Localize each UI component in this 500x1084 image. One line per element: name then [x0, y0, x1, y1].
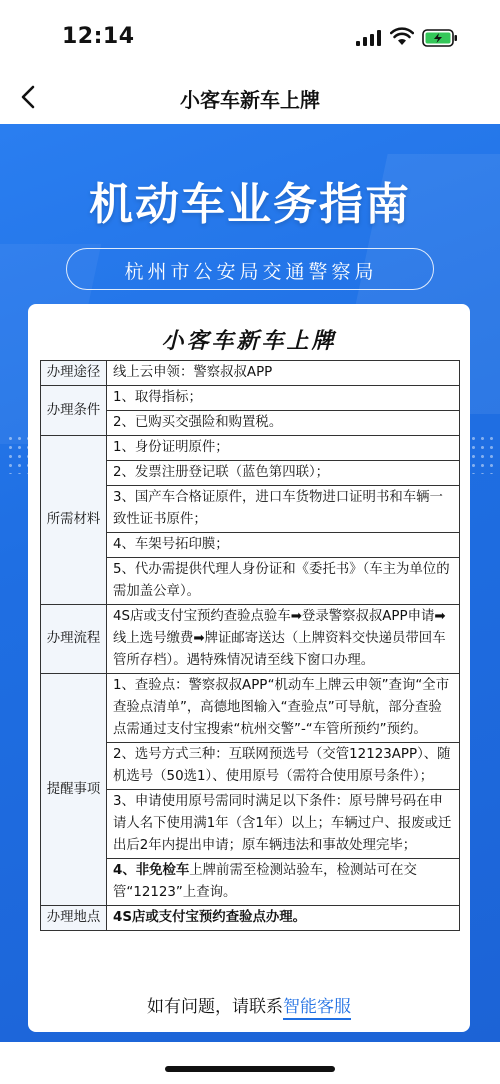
table-cell: 3、申请使用原号需同时满足以下条件：原号牌号码在申请人名下使用满1年（含1年）以上；车辆过户、报废或迁出后2年内提出申请；原车辆违法和事故处理完毕； [107, 790, 460, 859]
tip-emphasis: 4、非免检车 [113, 863, 190, 878]
table-row [41, 605, 460, 674]
banner-subtitle-box [66, 248, 434, 290]
tip-text: 上牌前需至检测站验车，检测站可在交管“12123”上查询。 [113, 863, 417, 900]
table-cell [107, 859, 460, 906]
table-cell: 4S店或支付宝预约查验点验车➡登录警察叔叔APP申请➡线上选号缴费➡牌证邮寄送达（上牌资料交快递员带回车管所存档）。遇特殊情况请至线下窗口办理。 [107, 605, 460, 674]
card-title: 小客车新车上牌 [161, 329, 337, 354]
banner-title: 机动车业务指南 [89, 179, 411, 230]
row-label: 办理流程 [41, 605, 107, 674]
row-label: 办理地点 [41, 906, 107, 931]
signal-icon [356, 30, 382, 46]
guide-banner [0, 124, 500, 1042]
guide-card [28, 304, 470, 1032]
table-row [41, 906, 460, 931]
table-row [41, 674, 460, 743]
table-cell: 1、查验点：警察叔叔APP“机动车上牌云申领”查询“全市查验点清单”，高德地图输入“查验点”可导航，部分查验点需通过支付宝搜索“杭州交警”-“车管所预约”预约。 [107, 674, 460, 743]
row-label: 办理途径 [41, 361, 107, 386]
table-cell: 3、国产车合格证原件，进口车货物进口证明书和车辆一致性证书原件； [107, 486, 460, 533]
table-row [41, 436, 460, 461]
table-cell: 1、取得指标； [107, 386, 460, 411]
customer-service-link[interactable]: 智能客服 [283, 997, 351, 1020]
footer-text: 如有问题，请联系 [147, 997, 283, 1017]
battery-icon [422, 28, 458, 48]
table-row [41, 361, 460, 386]
status-time: 12:14 [62, 24, 135, 49]
home-indicator[interactable] [165, 1066, 335, 1072]
table-cell: 4、车架号拓印膜； [107, 533, 460, 558]
table-cell: 2、发票注册登记联（蓝色第四联）； [107, 461, 460, 486]
page-title: 小客车新车上牌 [180, 88, 320, 112]
table-cell: 线上云申领：警察叔叔APP [107, 361, 460, 386]
row-label: 提醒事项 [41, 674, 107, 906]
table-cell: 2、已购买交强险和购置税。 [107, 411, 460, 436]
nav-bar [0, 72, 500, 124]
footer-contact [28, 992, 470, 1017]
table-cell: 5、代办需提供代理人身份证和《委托书》（车主为单位的需加盖公章）。 [107, 558, 460, 605]
row-label: 所需材料 [41, 436, 107, 605]
status-bar [0, 0, 500, 70]
table-cell: 4S店或支付宝预约查验点办理。 [107, 906, 460, 931]
table-cell: 2、选号方式三种：互联网预选号（交管12123APP）、随机选号（50选1）、使用原号（需符合使用原号条件）； [107, 743, 460, 790]
table-cell: 1、身份证明原件； [107, 436, 460, 461]
table-row [41, 386, 460, 411]
info-table [40, 360, 460, 931]
row-label: 办理条件 [41, 386, 107, 436]
wifi-icon [390, 26, 414, 46]
banner-subtitle: 杭州市公安局交通警察局 [124, 261, 378, 283]
